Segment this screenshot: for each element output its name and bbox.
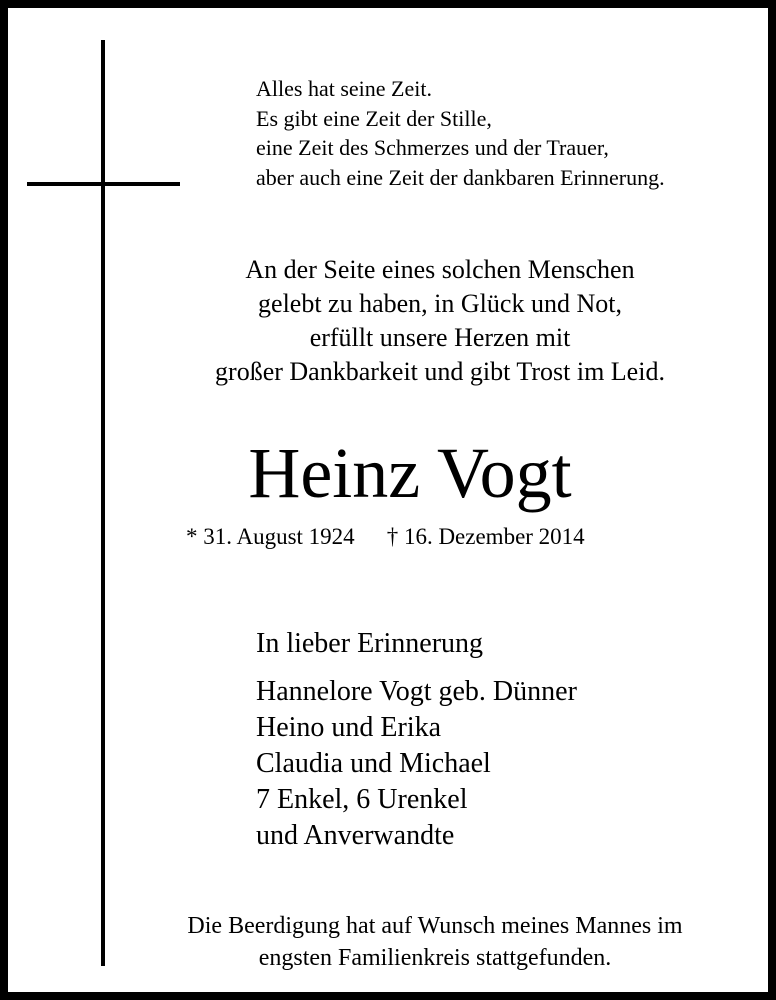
cross-icon-crossbar [27, 182, 180, 186]
verse-line: Alles hat seine Zeit. [256, 76, 432, 101]
tribute-block [130, 253, 750, 389]
funeral-note-line: Die Beerdigung hat auf Wunsch meines Mannes im [187, 913, 683, 939]
verse-line: Es gibt eine Zeit der Stille, [256, 105, 492, 131]
mourner-name: Hannelore Vogt geb. Dünner [256, 676, 577, 707]
mourner-name: 7 Enkel, 6 Urenkel [256, 784, 468, 815]
remembrance-heading: In lieber Erinnerung [256, 628, 484, 659]
tribute-line: großer Dankbarkeit und gibt Trost im Leid. [215, 357, 665, 386]
mourner-name: und Anverwandte [256, 820, 455, 851]
tribute-line: An der Seite eines solchen Menschen [245, 255, 635, 284]
verse-block [256, 74, 665, 192]
death-date: † 16. Dezember 2014 [386, 524, 585, 549]
cross-icon [101, 40, 105, 966]
verse-line: aber auch eine Zeit der dankbaren Erinnerung. [256, 164, 665, 190]
life-dates [186, 522, 585, 552]
mourner-name: Claudia und Michael [256, 748, 491, 779]
mourners-list [256, 674, 577, 854]
birth-date: * 31. August 1924 [186, 524, 355, 549]
funeral-note-line: engsten Familienkreis stattgefunden. [258, 945, 612, 971]
deceased-name: Heinz Vogt [248, 433, 572, 513]
funeral-note [130, 910, 740, 974]
mourner-name: Heino und Erika [256, 712, 442, 743]
verse-line: eine Zeit des Schmerzes und der Trauer, [256, 135, 609, 160]
tribute-line: erfüllt unsere Herzen mit [309, 323, 571, 352]
tribute-line: gelebt zu haben, in Glück und Not, [258, 289, 622, 318]
